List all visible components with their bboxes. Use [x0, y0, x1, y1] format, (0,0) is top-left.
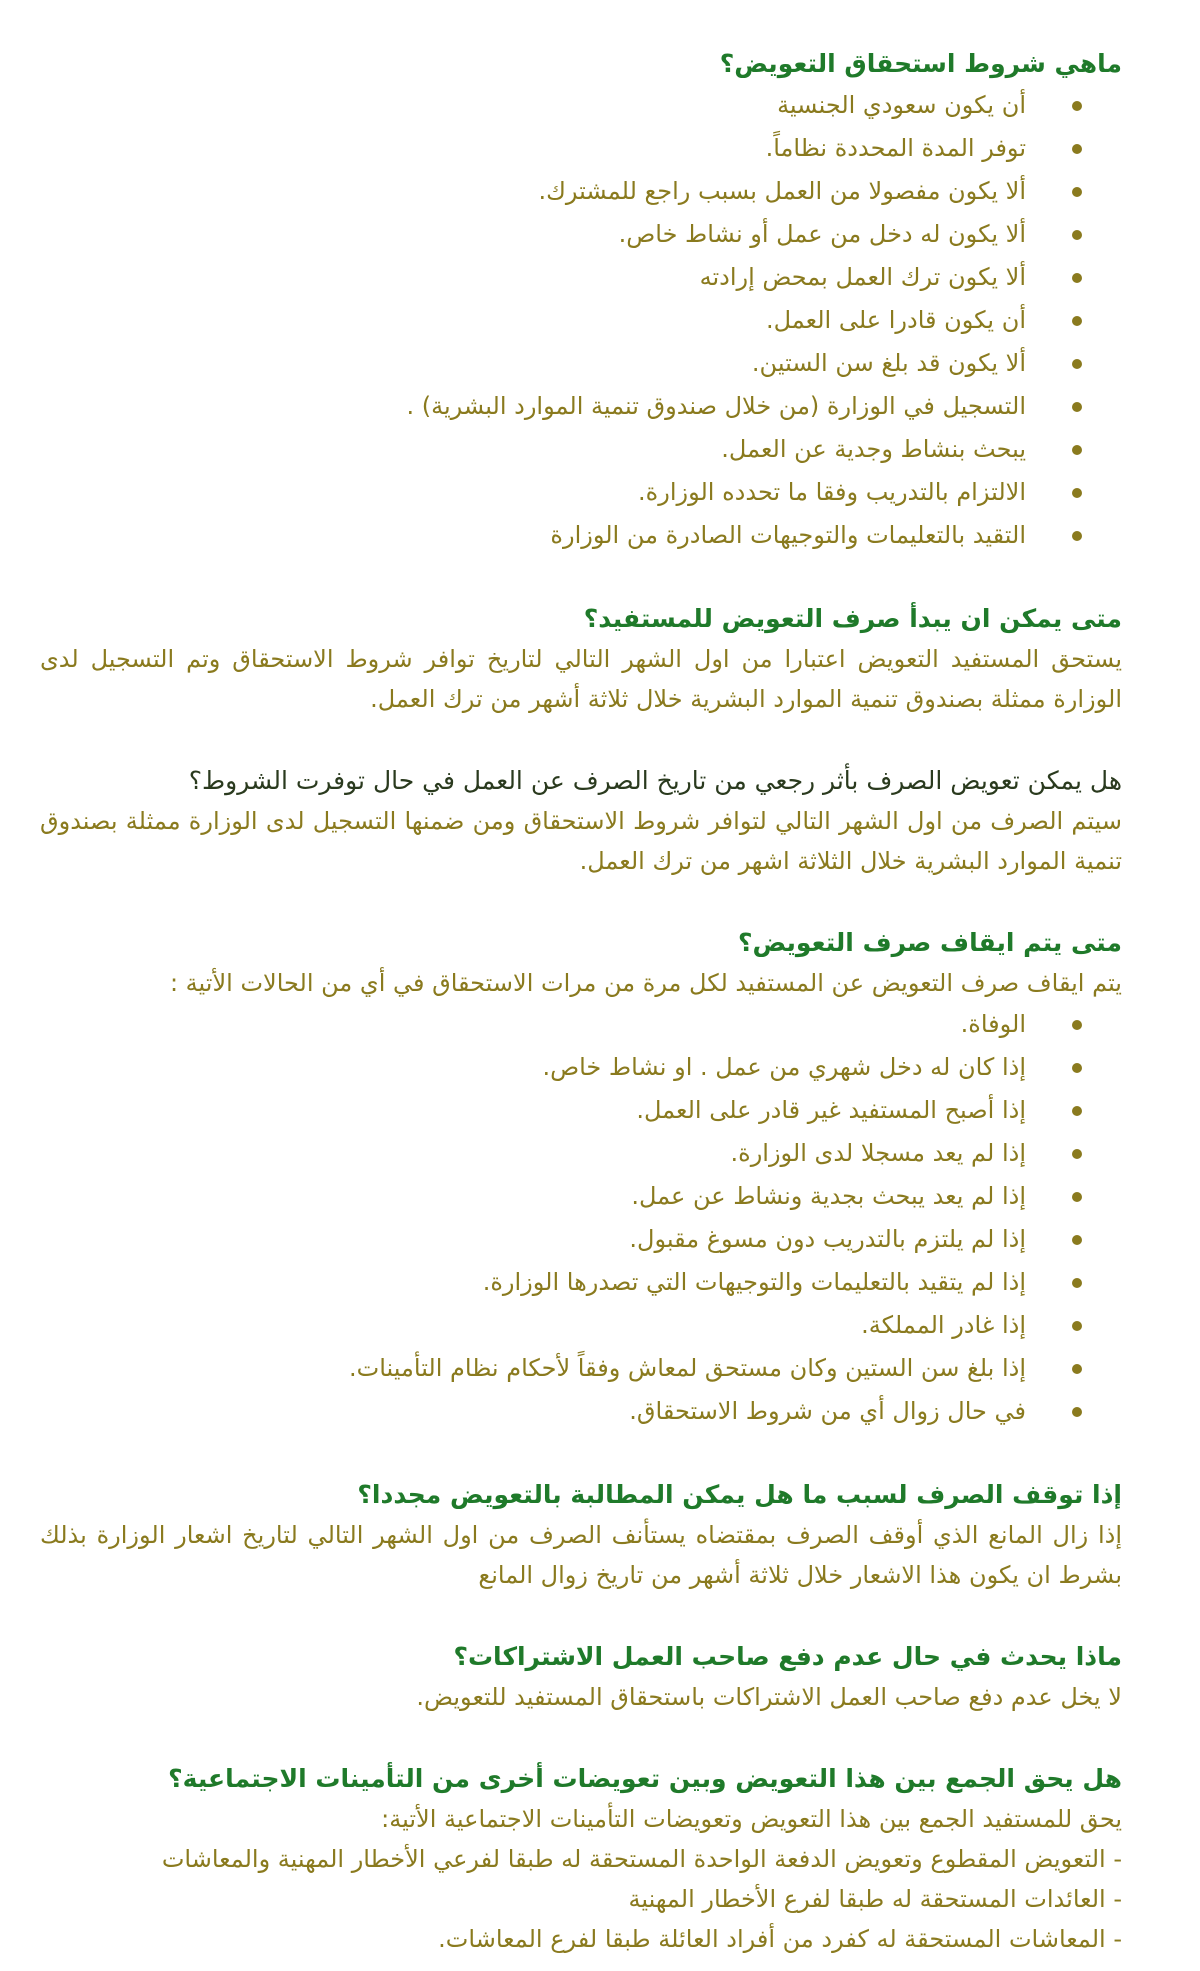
section-intro: يحق للمستفيد الجمع بين هذا التعويض وتعويضات التأمينات الاجتماعية الأتية: [381, 1805, 1122, 1833]
bullet-icon [1072, 531, 1082, 541]
section-retroactive [40, 761, 1122, 881]
bullet-icon [1072, 445, 1082, 455]
list-item: يبحث بنشاط وجدية عن العمل. [40, 428, 1082, 471]
list-item: ألا يكون ترك العمل بمحض إرادته [40, 256, 1082, 299]
list-item: توفر المدة المحددة نظاماً. [40, 127, 1082, 170]
section-heading: ماذا يحدث في حال عدم دفع صاحب العمل الاشتراكات؟ [453, 1642, 1122, 1671]
section-heading: ماهي شروط استحقاق التعويض؟ [719, 49, 1122, 78]
bullet-icon [1072, 1407, 1082, 1417]
list-item: - التعويض المقطوع وتعويض الدفعة الواحدة المستحقة له طبقا لفرعي الأخطار المهنية والمعاشات [161, 1845, 1122, 1873]
list-item: إذا لم يعد مسجلا لدى الوزارة. [40, 1132, 1082, 1175]
list-item: التسجيل في الوزارة (من خلال صندوق تنمية الموارد البشرية) . [40, 385, 1082, 428]
list-item: في حال زوال أي من شروط الاستحقاق. [40, 1390, 1082, 1433]
bullet-icon [1072, 1020, 1082, 1030]
bullet-icon [1072, 402, 1082, 412]
list-item: إذا كان له دخل شهري من عمل . او نشاط خاص. [40, 1046, 1082, 1089]
bullet-icon [1072, 1149, 1082, 1159]
list-item: إذا غادر المملكة. [40, 1304, 1082, 1347]
bullet-icon [1072, 1364, 1082, 1374]
section-intro: يتم ايقاف صرف التعويض عن المستفيد لكل مرة من مرات الاستحقاق في أي من الحالات الأتية : [169, 969, 1122, 997]
bullet-icon [1072, 488, 1082, 498]
bullet-icon [1072, 1321, 1082, 1331]
section-employer-contributions [40, 1637, 1122, 1717]
section-heading: إذا توقف الصرف لسبب ما هل يمكن المطالبة بالتعويض مجددا؟ [357, 1480, 1122, 1509]
section-paragraph: يستحق المستفيد التعويض اعتبارا من اول الشهر التالي لتاريخ توافر شروط الاستحقاق وتم التسجيل لدى الوزارة ممثلة بصندوق تنمية الموارد البشرية خلال ثلاثة أشهر من ترك العمل. [40, 645, 1122, 713]
list-item: ألا يكون له دخل من عمل أو نشاط خاص. [40, 213, 1082, 256]
bullet-icon [1072, 1235, 1082, 1245]
list-item: أن يكون سعودي الجنسية [40, 84, 1082, 127]
section-paragraph: إذا زال المانع الذي أوقف الصرف بمقتضاه يستأنف الصرف من اول الشهر التالي لتاريخ اشعار الوزارة بذلك بشرط ان يكون هذا الاشعار خلال ثلاثة أشهر من تاريخ زوال المانع [40, 1521, 1122, 1589]
bullet-icon [1072, 316, 1082, 326]
bullet-icon [1072, 230, 1082, 240]
bullet-icon [1072, 1278, 1082, 1288]
bullet-icon [1072, 359, 1082, 369]
bullet-icon [1072, 273, 1082, 283]
bullet-list [40, 84, 1122, 557]
section-paragraph: سيتم الصرف من اول الشهر التالي لتوافر شروط الاستحقاق ومن ضمنها التسجيل لدى الوزارة ممثلة بصندوق تنمية الموارد البشرية خلال الثلاثة اشهر من ترك العمل. [40, 807, 1122, 875]
list-item: إذا لم يلتزم بالتدريب دون مسوغ مقبول. [40, 1218, 1082, 1261]
bullet-icon [1072, 144, 1082, 154]
section-heading: متى يتم ايقاف صرف التعويض؟ [737, 928, 1122, 957]
list-item: الالتزام بالتدريب وفقا ما تحدده الوزارة. [40, 471, 1082, 514]
bullet-icon [1072, 1192, 1082, 1202]
list-item: - المعاشات المستحقة له كفرد من أفراد العائلة طبقا لفرع المعاشات. [438, 1925, 1122, 1953]
list-item: إذا لم يتقيد بالتعليمات والتوجيهات التي تصدرها الوزارة. [40, 1261, 1082, 1304]
bullet-icon [1072, 1106, 1082, 1116]
section-heading: هل يمكن تعويض الصرف بأثر رجعي من تاريخ الصرف عن العمل في حال توفرت الشروط؟ [188, 766, 1122, 795]
section-eligibility [40, 44, 1122, 557]
section-heading: هل يحق الجمع بين هذا التعويض وبين تعويضات أخرى من التأمينات الاجتماعية؟ [168, 1764, 1122, 1793]
section-combine-benefits [40, 1759, 1122, 1959]
list-item: ألا يكون مفصولا من العمل بسبب راجع للمشترك. [40, 170, 1082, 213]
section-start-payment [40, 599, 1122, 719]
bullet-icon [1072, 1063, 1082, 1073]
list-item: إذا لم يعد يبحث بجدية ونشاط عن عمل. [40, 1175, 1082, 1218]
list-item: - العائدات المستحقة له طبقا لفرع الأخطار المهنية [628, 1885, 1122, 1913]
bullet-icon [1072, 187, 1082, 197]
list-item: إذا أصبح المستفيد غير قادر على العمل. [40, 1089, 1082, 1132]
section-resume-claim [40, 1475, 1122, 1595]
list-item: أن يكون قادرا على العمل. [40, 299, 1082, 342]
list-item: ألا يكون قد بلغ سن الستين. [40, 342, 1082, 385]
section-heading: متى يمكن ان يبدأ صرف التعويض للمستفيد؟ [583, 604, 1122, 633]
list-item: إذا بلغ سن الستين وكان مستحق لمعاش وفقاً لأحكام نظام التأمينات. [40, 1347, 1082, 1390]
bullet-list [40, 1003, 1122, 1433]
section-stop-payment [40, 923, 1122, 1433]
bullet-icon [1072, 101, 1082, 111]
list-item: الوفاة. [40, 1003, 1082, 1046]
list-item: التقيد بالتعليمات والتوجيهات الصادرة من الوزارة [40, 514, 1082, 557]
section-paragraph: لا يخل عدم دفع صاحب العمل الاشتراكات باستحقاق المستفيد للتعويض. [416, 1683, 1122, 1711]
